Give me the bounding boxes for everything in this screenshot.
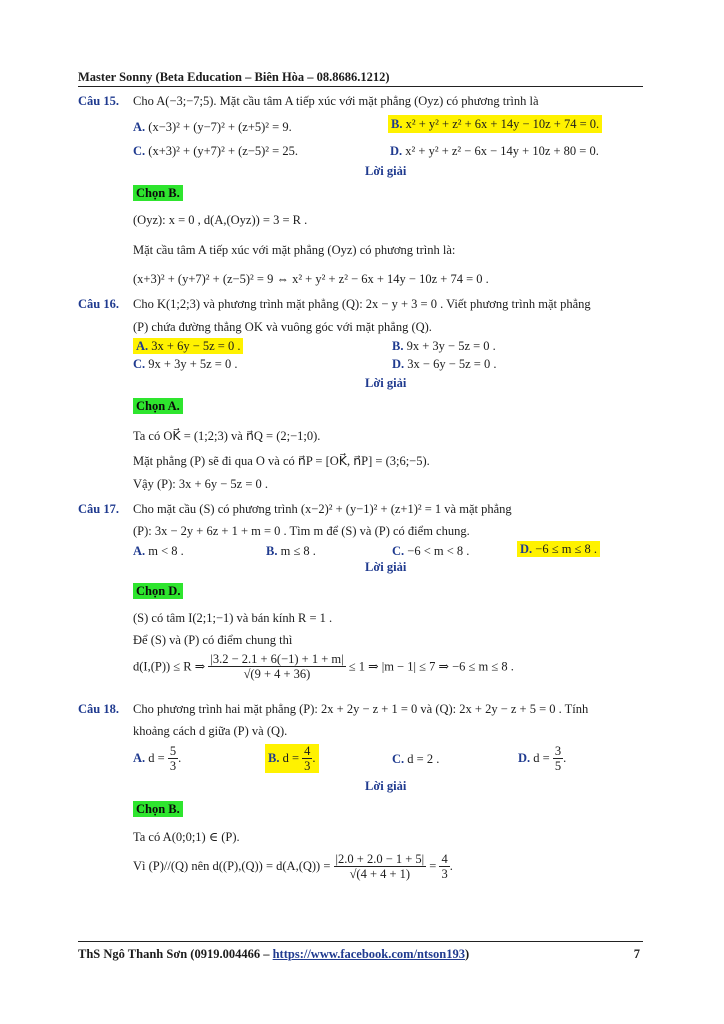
option-label: A. (136, 339, 149, 353)
option-label: C. (133, 357, 146, 371)
q16-number: Câu 16. (78, 297, 119, 311)
q15-answer-badge: Chọn B. (133, 186, 183, 201)
q15-text: Cho A(−3;−7;5). Mặt cầu tâm A tiếp xúc với mặt phẳng (Oyz) có phương trình là (133, 94, 539, 108)
q15-option-c (133, 144, 298, 159)
page-header: Master Sonny (Beta Education – Biên Hòa – 08.8686.1212) (78, 70, 390, 84)
fraction-denominator: 3 (441, 867, 448, 881)
q18-option-d (518, 744, 566, 773)
option-suffix: . (312, 751, 316, 765)
option-text: x² + y² + z² + 6x + 14y − 10z + 74 = 0. (405, 117, 600, 131)
q17-number: Câu 17. (78, 502, 119, 516)
q18-option-c (392, 752, 439, 767)
q17-solution-heading: Lời giải (365, 560, 407, 574)
option-fraction (168, 744, 178, 773)
option-text: d = 2 . (407, 752, 440, 766)
q18-number: Câu 18. (78, 702, 119, 716)
option-label: D. (520, 542, 533, 556)
q18-answer-badge: Chọn B. (133, 802, 183, 817)
q15-step-2: Mặt cầu tâm A tiếp xúc với mặt phẳng (Oyz) có phương trình là: (133, 243, 456, 257)
fraction-denominator: √(4 + 4 + 1) (349, 867, 411, 881)
option-fraction (553, 744, 563, 773)
q15-option-b (388, 117, 602, 132)
q15-solution-heading: Lời giải (365, 164, 407, 178)
q17-text-line2: (P): 3x − 2y + 6z + 1 + m = 0 . Tìm m để (S) và (P) có điểm chung. (133, 524, 470, 538)
formula-suffix: . (449, 859, 453, 873)
footer-facebook-link[interactable]: https://www.facebook.com/ntson193 (272, 947, 465, 961)
q15-option-d (390, 144, 599, 159)
formula-lhs: Vì (P)//(Q) nên d((P),(Q)) = d(A,(Q)) = (133, 859, 331, 873)
q18-step-2 (133, 852, 453, 881)
option-text: (x−3)² + (y−7)² + (z+5)² = 9. (148, 120, 292, 134)
option-label: C. (133, 144, 146, 158)
option-fraction (302, 744, 312, 773)
option-label: D. (518, 751, 531, 765)
option-text: 3x − 6y − 5z = 0 . (407, 357, 497, 371)
option-label: B. (392, 339, 404, 353)
q15-step-1: (Oyz): x = 0 , d(A,(Oyz)) = 3 = R . (133, 213, 308, 227)
q16-solution-heading: Lời giải (365, 376, 407, 390)
q17-option-d (517, 542, 600, 557)
q16-answer-badge: Chọn A. (133, 399, 183, 414)
option-label: A. (133, 751, 146, 765)
q18-text-line1: Cho phương trình hai mặt phẳng (P): 2x + 2y − z + 1 = 0 và (Q): 2x + 2y − z + 5 = 0 . Tính (133, 702, 589, 716)
fraction-numerator: 4 (304, 744, 311, 758)
q17-option-a (133, 544, 184, 559)
option-text: (x+3)² + (y+7)² + (z−5)² = 25. (148, 144, 298, 158)
q17-step-2: Để (S) và (P) có điểm chung thì (133, 633, 293, 647)
option-text: 3x + 6y − 5z = 0 . (151, 339, 241, 353)
fraction-numerator: |3.2 − 2.1 + 6(−1) + 1 + m| (210, 652, 344, 666)
option-text: 9x + 3y + 5z = 0 . (148, 357, 238, 371)
q17-option-b (266, 544, 316, 559)
option-label: A. (133, 120, 146, 134)
q15-option-a (133, 120, 292, 135)
option-label: C. (392, 752, 405, 766)
q15-step-3: (x+3)² + (y+7)² + (z−5)² = 9 ⇔ x² + y² + z² − 6x + 14y − 10z + 74 = 0 . (133, 272, 489, 286)
option-text: x² + y² + z² − 6x − 14y + 10z + 80 = 0. (405, 144, 599, 158)
option-label: D. (390, 144, 403, 158)
page-footer (78, 947, 469, 962)
option-label: B. (266, 544, 278, 558)
option-suffix: . (178, 751, 182, 765)
q16-step-2: Mặt phẳng (P) sẽ đi qua O và có n⃗P = [OK⃗, n⃗P] = (3;6;−5). (133, 454, 430, 468)
option-label: B. (268, 751, 280, 765)
footer-author: ThS Ngô Thanh Sơn (0919.004466 – (78, 947, 273, 961)
q18-step-1: Ta có A(0;0;1) ∈ (P). (133, 830, 240, 844)
result-fraction (439, 852, 449, 881)
q16-option-d (392, 357, 496, 372)
option-label: A. (133, 544, 146, 558)
option-label: D. (392, 357, 405, 371)
formula-equals: = (429, 859, 437, 873)
option-label: C. (392, 544, 405, 558)
q16-text-line2: (P) chứa đường thẳng OK và vuông góc với mặt phẳng (Q). (133, 320, 432, 334)
fraction-denominator: 3 (169, 759, 177, 773)
q17-step-1: (S) có tâm I(2;1;−1) và bán kính R = 1 . (133, 611, 333, 625)
fraction-numerator: 3 (554, 744, 562, 758)
formula-rhs: ≤ 1 ⇒ |m − 1| ≤ 7 ⇒ −6 ≤ m ≤ 8 . (348, 659, 514, 674)
fraction-denominator: √(9 + 4 + 36) (243, 667, 311, 681)
q17-answer-badge: Chọn D. (133, 584, 183, 599)
q17-option-c (392, 544, 469, 559)
option-label: B. (391, 117, 403, 131)
q18-option-b (265, 744, 319, 773)
option-prefix: d = (148, 751, 165, 765)
page-number: 7 (633, 947, 640, 961)
option-text: −6 < m < 8 . (407, 544, 470, 558)
option-prefix: d = (533, 751, 550, 765)
option-text: m ≤ 8 . (280, 544, 316, 558)
q16-step-3: Vậy (P): 3x + 6y − 5z = 0 . (133, 477, 269, 491)
fraction-numerator: |2.0 + 2.0 − 1 + 5| (335, 852, 425, 866)
q18-text-line2: khoảng cách d giữa (P) và (Q). (133, 724, 288, 738)
q16-option-a (133, 339, 243, 354)
formula-lhs: d(I,(P)) ≤ R ⇒ (133, 659, 206, 674)
q16-option-b (392, 339, 496, 354)
option-text: 9x + 3y − 5z = 0 . (406, 339, 496, 353)
q18-solution-heading: Lời giải (365, 779, 407, 793)
q16-option-c (133, 357, 237, 372)
distance-fraction (208, 652, 345, 681)
fraction-numerator: 5 (169, 744, 177, 758)
option-suffix: . (563, 751, 567, 765)
q16-text-line1: Cho K(1;2;3) và phương trình mặt phẳng (Q): 2x − y + 3 = 0 . Viết phương trình mặt phẳng (133, 297, 591, 311)
q15-number: Câu 15. (78, 94, 119, 108)
q17-step-3 (133, 652, 514, 681)
distance-fraction (334, 852, 427, 881)
q17-text-line1: Cho mặt cầu (S) có phương trình (x−2)² + (y−1)² + (z+1)² = 1 và mặt phẳng (133, 502, 512, 516)
fraction-numerator: 4 (441, 852, 448, 866)
footer-rule (78, 941, 643, 942)
q18-option-a (133, 744, 181, 773)
header-rule (78, 86, 643, 87)
footer-close: ) (464, 947, 470, 961)
option-prefix: d = (282, 751, 300, 765)
option-text: m < 8 . (148, 544, 184, 558)
fraction-denominator: 5 (554, 759, 562, 773)
q16-step-1: Ta có OK⃗ = (1;2;3) và n⃗Q = (2;−1;0). (133, 429, 321, 443)
option-text: −6 ≤ m ≤ 8 . (535, 542, 598, 556)
fraction-denominator: 3 (304, 759, 311, 773)
